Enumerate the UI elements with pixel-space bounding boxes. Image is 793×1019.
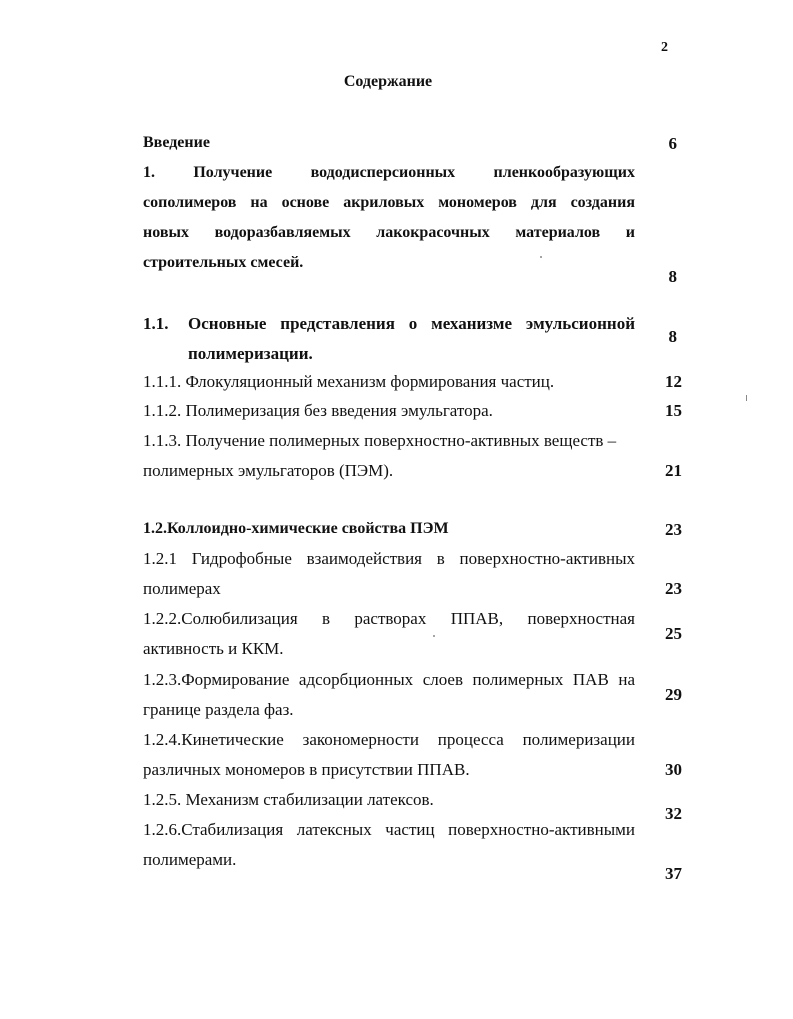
toc-1-2-5-page: 32 xyxy=(665,804,682,823)
toc-1-1-line2: полимеризации. xyxy=(188,344,313,363)
toc-1-2-2-page: 25 xyxy=(665,624,682,643)
toc-ch1-word: вододисперсионных xyxy=(310,164,456,181)
toc-1-2-3-page: 29 xyxy=(665,685,682,704)
toc-intro-page: 6 xyxy=(668,134,677,153)
scan-speck xyxy=(746,395,747,401)
toc-ch1-line3: новых водоразбавляемых лакокрасочных материалов и xyxy=(143,224,635,241)
toc-1-2-6-line1: 1.2.6.Стабилизация латексных частиц поверхностно-активными xyxy=(143,820,635,839)
toc-1-1-1-label: 1.1.1. Флокуляционный механизм формирования частиц. xyxy=(143,372,555,391)
toc-1-2-2-line1: 1.2.2.Солюбилизация в растворах ППАВ, поверхностная xyxy=(143,609,635,628)
toc-1-2-4-line1: 1.2.4.Кинетические закономерности процесса полимеризации xyxy=(143,730,635,749)
toc-1-1-3-page: 21 xyxy=(665,461,682,480)
toc-1-1-3-line2: полимерных эмульгаторов (ПЭМ). xyxy=(143,461,394,480)
toc-ch1-word: пленкообразующих xyxy=(493,164,635,181)
page-title: Содержание xyxy=(343,73,433,90)
toc-ch1-line2: сополимеров на основе акриловых мономеров для создания xyxy=(143,194,635,211)
toc-1-1-page: 8 xyxy=(668,327,677,346)
toc-1-1-2-page: 15 xyxy=(665,401,682,420)
toc-1-1-line1: Основные представления о механизме эмульсионной xyxy=(188,314,635,333)
toc-1-2-5-label: 1.2.5. Механизм стабилизации латексов. xyxy=(143,790,434,809)
toc-1-1-1-page: 12 xyxy=(665,372,682,391)
page-number: 2 xyxy=(661,40,668,55)
toc-1-2-1-line2: полимерах xyxy=(143,579,221,598)
toc-1-2-label: 1.2.Коллоидно-химические свойства ПЭМ xyxy=(143,520,449,537)
toc-ch1-word: Получение xyxy=(193,164,273,181)
toc-1-1-num: 1.1. xyxy=(143,314,169,333)
toc-ch1-line1 xyxy=(143,164,635,182)
toc-1-2-3-line1: 1.2.3.Формирование адсорбционных слоев полимерных ПАВ на xyxy=(143,670,635,689)
toc-intro-label: Введение xyxy=(143,134,210,151)
toc-1-1-3-line1: 1.1.3. Получение полимерных поверхностно-активных веществ – xyxy=(143,431,617,450)
toc-1-2-6-page: 37 xyxy=(665,864,682,883)
toc-ch1-page: 8 xyxy=(668,267,677,286)
scan-speck xyxy=(540,256,542,258)
toc-ch1-line4: строительных смесей. xyxy=(143,254,304,271)
toc-1-2-page: 23 xyxy=(665,520,682,539)
toc-1-2-2-line2: активность и ККМ. xyxy=(143,639,284,658)
toc-1-2-4-line2: различных мономеров в присутствии ППАВ. xyxy=(143,760,470,779)
scan-speck xyxy=(433,635,435,637)
toc-1-1-2-label: 1.1.2. Полимеризация без введения эмульгатора. xyxy=(143,401,493,420)
toc-1-2-1-page: 23 xyxy=(665,579,682,598)
toc-1-2-3-line2: границе раздела фаз. xyxy=(143,700,294,719)
toc-ch1-num: 1. xyxy=(143,164,155,181)
toc-1-2-6-line2: полимерами. xyxy=(143,850,237,869)
toc-1-2-1-line1: 1.2.1 Гидрофобные взаимодействия в поверхностно-активных xyxy=(143,549,635,568)
toc-1-2-4-page: 30 xyxy=(665,760,682,779)
